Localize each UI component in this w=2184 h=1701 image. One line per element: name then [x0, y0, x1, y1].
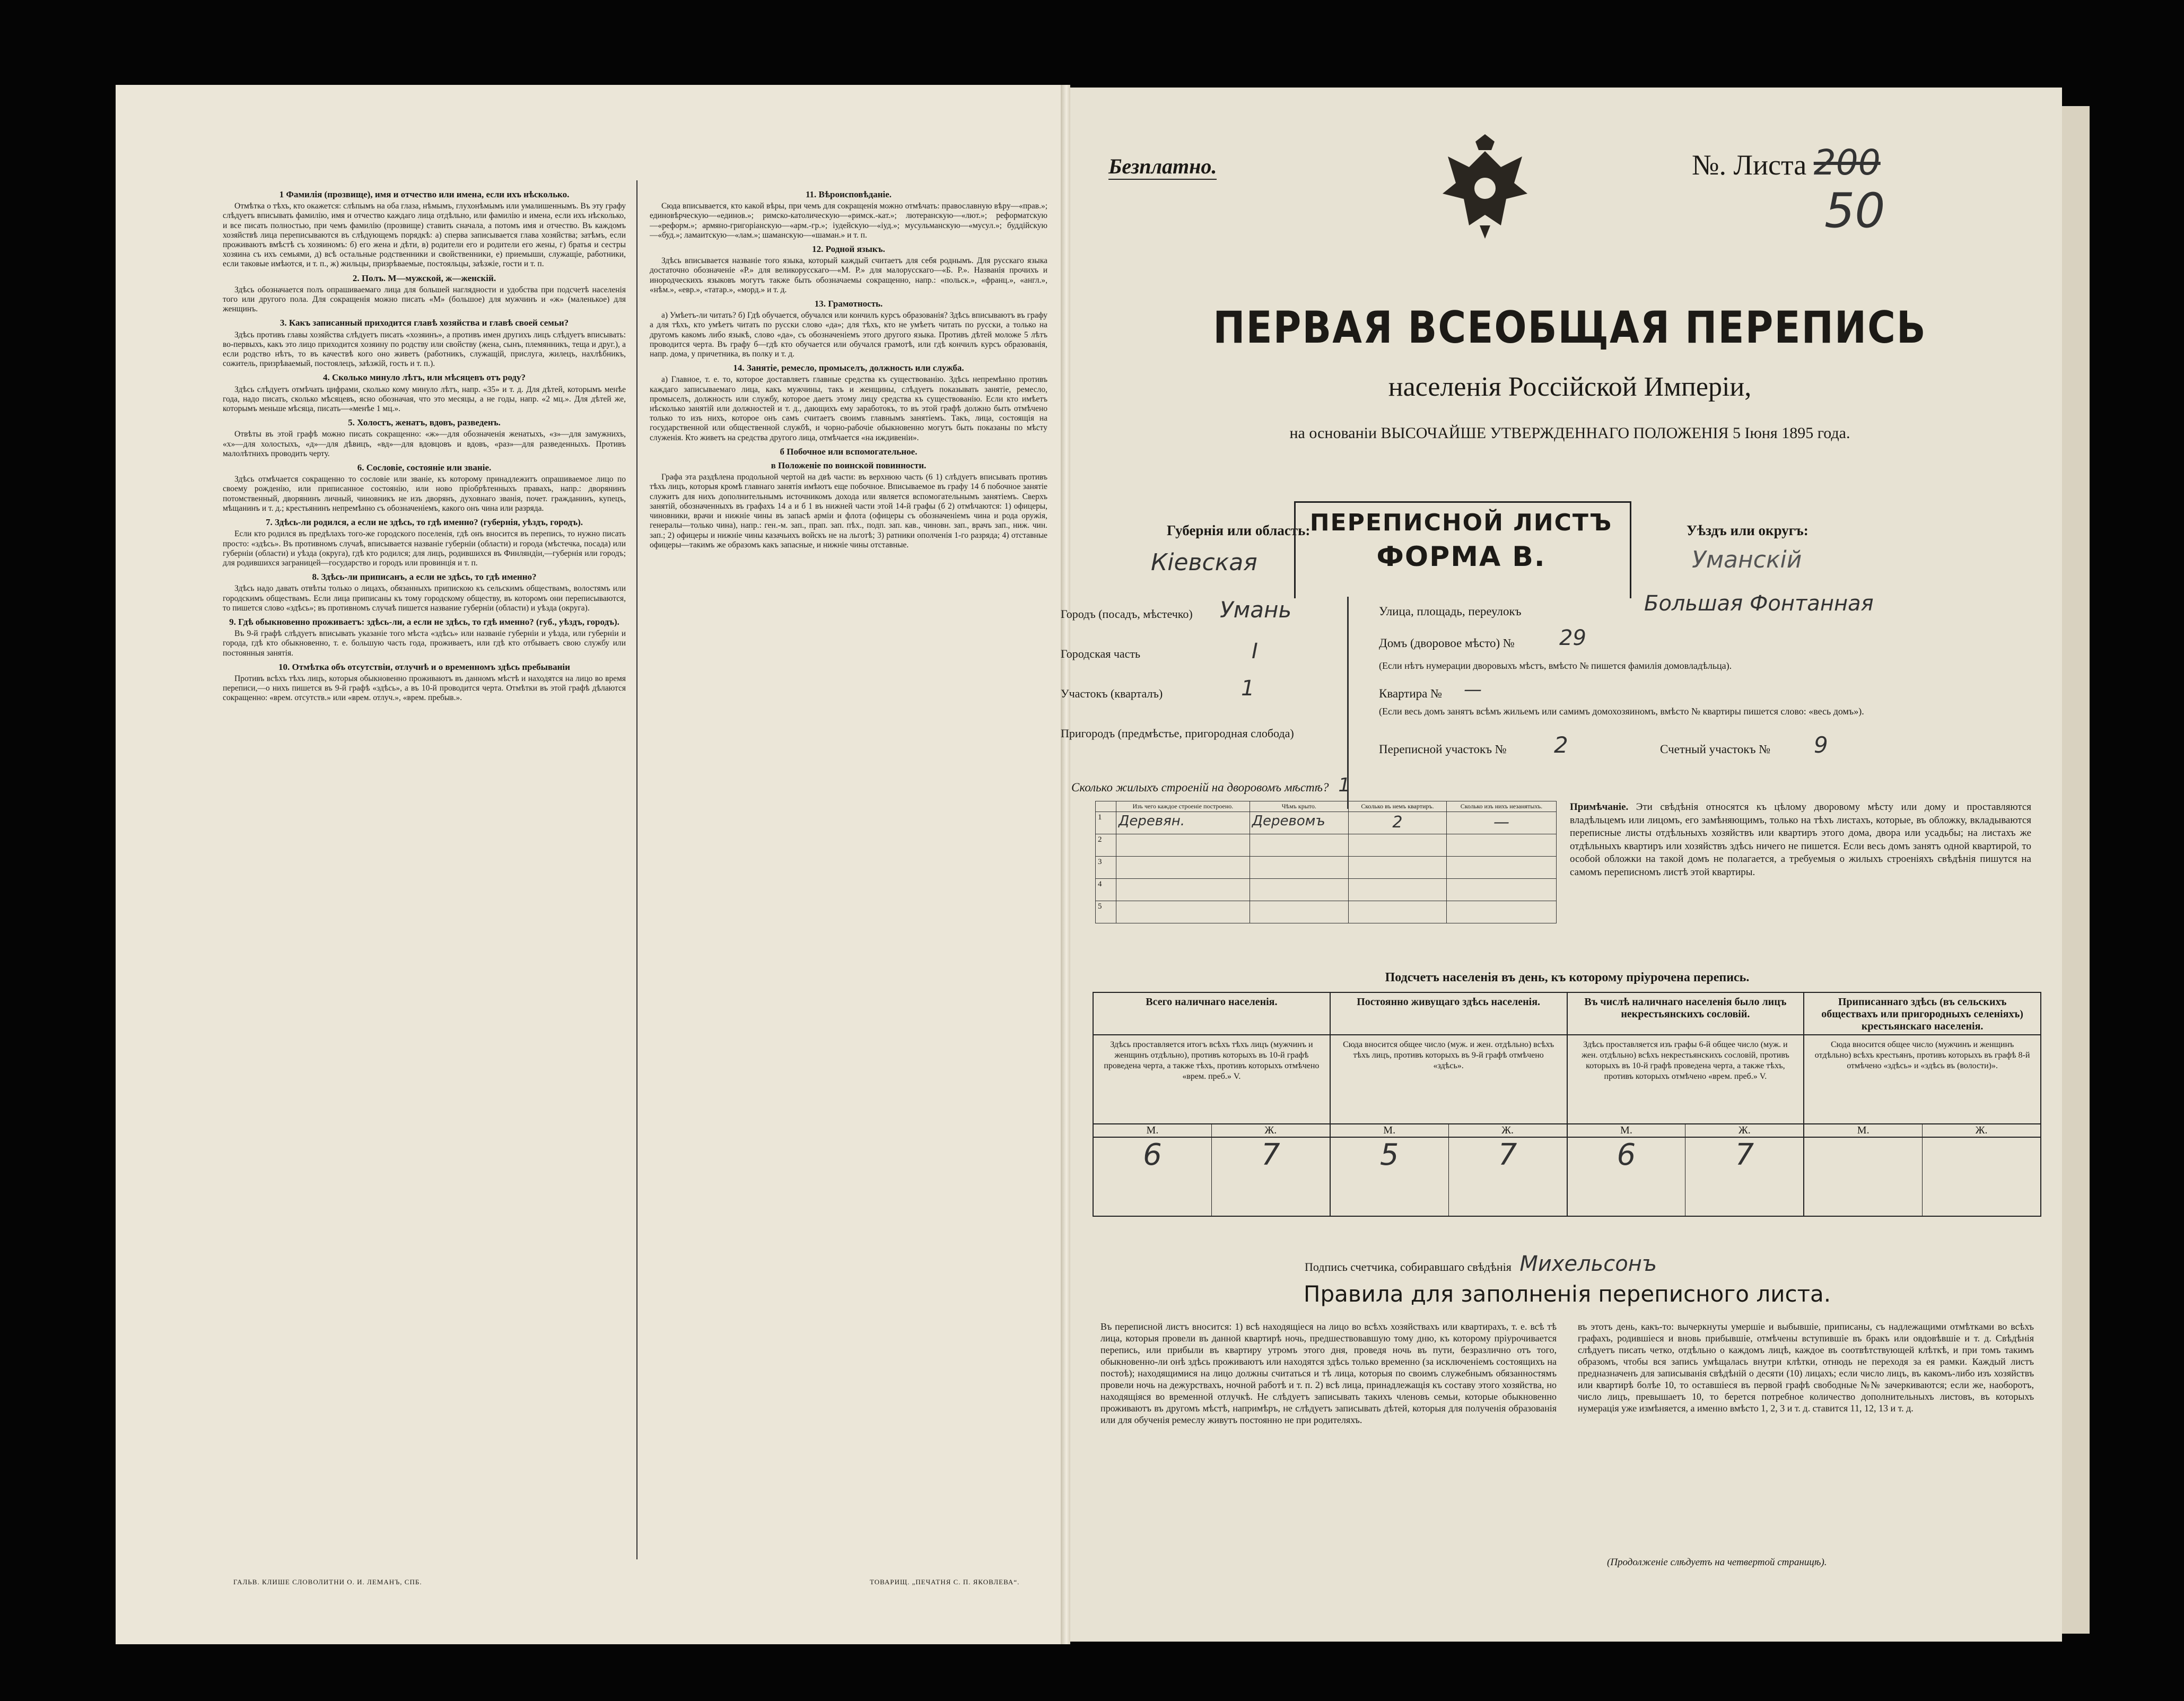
- signature-line: [1305, 1252, 1657, 1276]
- rules-column-2: въ этотъ день, какъ-то: вычеркнуты умершіе и выбывшіе, приписаны, съ надлежащими отмѣтками во всѣхъ графахъ, родившіеся и вновь прибывшіе, отмѣчены вступившіе въ бракъ или овдовѣвшіе и т. д. Свѣдѣнія слѣдуетъ писать четко, отдѣльно о каждомъ лицѣ, каждое въ соотвѣтствующей клѣткѣ, и при томъ такимъ образомъ, чтобы вся запись умѣщалась внутри клѣтки, отнюдь не переходя за ея рамки. Каждый листъ предназначенъ для записыванія свѣдѣній о десяти (10) лицахъ; если число лицъ, въ какомъ-либо изъ хозяйствъ или квартирѣ болѣе 10, то оставшіеся въ первой графѣ свободные №№ зачеркиваются; если же, наоборотъ, число лицъ, превышаетъ 10, то берется потребное количество дополнительныхъ листовъ, въ которыхъ нумерація уже измѣняется, а именно вмѣсто 1, 2, 3 и т. д. ставится 11, 12, 13 и т. д.: [1578, 1321, 2034, 1414]
- instruction-heading: 1 Фамилія (прозвище), имя и отчество или имена, если ихъ нѣсколько.: [279, 189, 570, 199]
- male-label: М.: [1331, 1124, 1449, 1137]
- instructions-column-2: [650, 186, 1047, 1554]
- row-number: 3: [1096, 857, 1116, 879]
- page-fold: [1061, 85, 1070, 1644]
- count-column-text: Сюда вносится общее число (мужчинъ и женщинъ отдѣльно) всѣхъ крестьянъ, противъ которыхъ въ графѣ 8-й отмѣчено «здѣсь» и «здѣсь въ (волости)».: [1814, 1040, 2030, 1070]
- male-count: 6: [1094, 1138, 1212, 1216]
- left-footer-printer: ГАЛЬВ. КЛИШЕ СЛОВОЛИТНИ О. И. ЛЕМАНЪ, СПБ.: [233, 1578, 422, 1586]
- uezd-field: [1687, 522, 1809, 539]
- buildings-header-apartments: Сколько въ немъ квартиръ.: [1348, 801, 1446, 812]
- rules-continued-note: (Продолженіе слѣдуетъ на четвертой страницѣ).: [1607, 1557, 1827, 1568]
- counting-district-label: Счетный участокъ №: [1660, 743, 1771, 756]
- female-label: Ж.: [1501, 1124, 1514, 1136]
- instruction-text: Здѣсь обозначается полъ опрашиваемаго лица для большей наглядности и удобства при подсчетѣ населенія того или другого пола. Для сокращенія можно писать «М» (большое) для мужчинъ и «ж» (маленькое) для женщинъ.: [223, 285, 626, 314]
- buildings-header-roof: Чѣмъ крыто.: [1250, 801, 1348, 812]
- province-value: Кіевская: [1151, 549, 1257, 576]
- male-label: М.: [1568, 1124, 1686, 1137]
- free-label-text: Безплатно.: [1108, 154, 1217, 178]
- row-number: 5: [1096, 901, 1116, 923]
- signature-label: Подпись счетчика, собиравшаго свѣдѣнія: [1305, 1260, 1512, 1273]
- count-column: [1331, 993, 1568, 1216]
- apartment-label: Квартира №: [1379, 687, 1443, 700]
- table-row: [1096, 834, 1557, 857]
- instruction-text: Графа эта раздѣлена продольной чертой на двѣ части: въ верхнюю часть (6 1) слѣдуетъ вписывать противъ тѣхъ лицъ, которыя кромѣ главнаго занятія имѣютъ еще побочное. Вписываемое въ графу 14 б побочное занятіе служитъ для нихъ дополнительнымъ источникомъ дохода или является вспомогательнымъ занятіемъ. Сверхъ занятій, обозначенныхъ въ графахъ 14 а и б 1 въ нижней части этой 14-й графы (б 2) отмѣчаются: 1) офицеры, чиновники, врачи и нижніе чины въ запасѣ арміи и флота (офицеры съ обозначеніемъ чина и рода оружія, генералы—только чина), напр.: ген.-м. зап., прап. зап. пѣх., подп. зап. кав., чиновн. зап., врачъ зап., ниж. чин. зап.; 2) офицеры и нижніе чины казачьихъ войскъ не на льготѣ; 3) ратники ополченія 1-го разряда; 4) отставные офицеры—такимъ же образомъ какъ запасные, и нижніе чины отставные.: [650, 473, 1047, 549]
- province-field: [1167, 522, 1310, 539]
- district-label: Участокъ (кварталъ): [1061, 687, 1163, 700]
- female-count: 7: [1498, 1138, 1517, 1172]
- instruction-text: Если кто родился въ предѣлахъ того-же городского поселенія, гдѣ онъ вносится въ перепись, то нужно писать просто: «здѣсь». Въ противномъ случаѣ, вписывается названіе губерніи (области) и города (мѣстечка, посада) или губерніи (области) и уѣзда (округа), гдѣ кто родился; для лицъ, родившихся въ Финляндіи,—губернія или городъ; для родившихся заграницей—государство и городъ или провинція и т. п.: [223, 529, 626, 568]
- population-count-title: Подсчетъ населенія въ день, къ которому пріурочена перепись.: [1385, 971, 1750, 984]
- coat-of-arms: [1432, 130, 1538, 244]
- female-label: Ж.: [1264, 1124, 1277, 1136]
- row-number: 2: [1096, 834, 1116, 857]
- count-column-head: Приписаннаго здѣсь (въ сельскихъ обществахъ или пригородныхъ селеніяхъ) крестьянскаго населенія.: [1804, 993, 2040, 1035]
- form-subtitle: ФОРМА В.: [1376, 541, 1546, 573]
- instruction-text: Здѣсь отмѣчается сокращенно то сословіе или званіе, къ которому принадлежитъ опрашиваемое лицо по своему рожденію, или приписанное состоянію, или ново пріобрѣтенныхъ правахъ, напр.: дворянинъ потомственный, дворянинъ личный, чиновникъ не изъ дворянъ, духовнаго званія, почет. гражданинъ, купецъ, мѣщанинъ и т. д.; крестьянинъ непремѣнно съ обозначеніемъ, какого онъ чина или разряда.: [223, 475, 626, 513]
- form-title: ПЕРЕПИСНОЙ ЛИСТЪ: [1309, 509, 1613, 536]
- street-value: Большая Фонтанная: [1644, 591, 1874, 616]
- count-column-head: Всего наличнаго населенія.: [1094, 993, 1330, 1035]
- buildings-note: [1570, 801, 2031, 879]
- buildings-header-vacant: Сколько изъ нихъ незанятыхъ.: [1447, 801, 1557, 812]
- city-part-label: Городская часть: [1061, 647, 1141, 660]
- instruction-heading: 5. Холостъ, женатъ, вдовъ, разведенъ.: [348, 417, 501, 428]
- count-column: [1568, 993, 1805, 1216]
- count-column: [1094, 993, 1331, 1216]
- instruction-text: Здѣсь вписывается названіе того языка, который каждый считаетъ для себя роднымъ. Для русскаго языка достаточно обозначеніе «Р.» для великорусскаго—«М. Р.» для малорусскаго—«Б. Р.». Названія прочихъ и инородческихъ языковъ могутъ также быть обозначаемы сокращенно, напр.: «польск.», «франц.», «англ.», «нѣм.», «евр.», «татар.», «морд.» и т. д.: [650, 256, 1047, 294]
- house-label: Домъ (дворовое мѣсто) №: [1379, 636, 1515, 650]
- column-divider: [636, 180, 637, 1559]
- instruction-heading: 2. Полъ. М—мужской, ж—женскій.: [352, 273, 496, 283]
- instruction-heading: в Положеніе по воинской повинности.: [771, 460, 927, 471]
- instruction-heading: 13. Грамотность.: [814, 299, 883, 309]
- instruction-text: Здѣсь противъ главы хозяйства слѣдуетъ писать «хозяинъ», а противъ имен другихъ лицъ слѣдуетъ вписывать: во-первыхъ, какъ это лицо приходится хозяину по родству или свойству (жена, сынъ, племянникъ, теща и друг.), а если родство нѣтъ, то въ качествѣ кого оно живетъ (работникъ, служащій, прислуга, жилецъ, нахлѣбникъ, сожитель, призрѣваемый, постоялецъ, заѣзжій, гость и т. п.).: [223, 330, 626, 369]
- row-material: Деревян.: [1116, 812, 1250, 834]
- uezd-label: Уѣздъ или округъ:: [1687, 522, 1809, 538]
- suburb-label: Пригородъ (предмѣстье, пригородная слобода): [1061, 727, 1294, 740]
- buildings-answer: 1: [1338, 774, 1351, 796]
- census-district-value: 2: [1554, 732, 1568, 758]
- male-count: 6: [1568, 1138, 1686, 1216]
- counting-district-value: 9: [1814, 732, 1828, 758]
- instruction-text: Сюда вписывается, кто какой вѣры, при чемъ для сокращенія можно отмѣчать: православную вѣру—«прав.»; единовѣрческую—«единов.»; римско-католическую—«римск.-кат.»; лютеранскую—«лют.»; реформатскую—«реформ.»; армяно-григоріанскую—«арм.-гр.»; іудейскую—«іуд.»; мусульманскую—«мусул.»; буддійскую—«буд.»; ламаитскую—«лам.»; шаманскую—«шаман.» и т. п.: [650, 202, 1047, 240]
- row-apartments: 2: [1348, 812, 1446, 834]
- row-number: 1: [1096, 812, 1116, 834]
- instruction-text: Здѣсь слѣдуетъ отмѣчать цифрами, сколько кому минуло лѣтъ, напр. «35» и т. д. Для дѣтей, которымъ менѣе года, надо писать, сколько мѣсяцевъ, ясно обозначая, что это месяцы, а не годы, напр. «2 мц.». Для дѣтей же, которымъ меньше мѣсяца, писать—«менѣе 1 мц.».: [223, 385, 626, 414]
- district-value: 1: [1241, 676, 1255, 701]
- sheet-number: [1692, 142, 1881, 183]
- apartment-value: —: [1464, 679, 1482, 700]
- note-text: Эти свѣдѣнія относятся къ цѣлому дворовому мѣсту или дому и проставляются владѣльцемъ или лицомъ, его замѣняющимъ, только на тѣхъ листахъ, которые, въ обложку, вкладываются переписные листы отдѣльныхъ хозяйствъ или квартиръ этого дома, двора или усадьбы; на листахъ же отдѣльныхъ квартиръ или хозяйствъ здѣсь ничего не пишется. Если весь домъ занятъ одной квартирой, то особой обложки на такой домъ не полагается, а требуемыя о жилыхъ строеніяхъ свѣдѣнія пишутся на самомъ переписномъ листѣ этой квартиры.: [1570, 801, 2031, 878]
- signature-value: Михельсонъ: [1519, 1252, 1657, 1276]
- note-title: Примѣчаніе.: [1570, 801, 1629, 813]
- census-basis: на основаніи ВЫСОЧАЙШЕ УТВЕРЖДЕННАГО ПОЛОЖЕНІЯ 5 Іюня 1895 года.: [1289, 424, 1850, 442]
- table-row: [1096, 879, 1557, 901]
- male-label: М.: [1094, 1124, 1212, 1137]
- city-value: Умань: [1220, 597, 1292, 623]
- buildings-question: [1071, 774, 1350, 796]
- female-count: 7: [1735, 1138, 1754, 1172]
- instruction-heading: 9. Гдѣ обыкновенно проживаетъ: здѣсь-ли, а если не здѣсь, то гдѣ именно? (губ., уѣздъ, городъ).: [229, 616, 619, 627]
- table-row: [1096, 812, 1557, 834]
- census-subtitle: населенія Россійской Имперіи,: [1388, 372, 1752, 402]
- male-count: [1804, 1138, 1923, 1216]
- buildings-table: [1095, 801, 1557, 923]
- row-number: 4: [1096, 879, 1116, 901]
- instruction-text: а) Умѣетъ-ли читать? б) Гдѣ обучается, обучался или кончилъ курсъ образованія? Здѣсь вписываютъ въ графу а для тѣхъ, кто умѣетъ читать по русски слово «да»; для тѣхъ, кто не умѣетъ читать по русски, а только на другомъ какомъ либо языкѣ, слово «да», съ обозначеніемъ этого другого языка. Противъ дѣтей моложе 5 лѣтъ проводится черта. Въ графу б—гдѣ кто обучается или обучался грамотѣ, или гдѣ кончилъ курсъ образованія, напр. дома, у причетника, въ полку и т. д.: [650, 311, 1047, 359]
- instruction-text: Отвѣты въ этой графѣ можно писать сокращенно: «ж»—для обозначенія женатыхъ, «з»—для замужнихъ, «х»—для холостыхъ, «д»—для дѣвицъ, «вд»—для вдовцовъ и вдовъ, «раз»—для разведенныхъ. Противъ малолѣтнихъ проводить черту.: [223, 430, 626, 458]
- count-column-text: Здѣсь проставляется итогъ всѣхъ тѣхъ лицъ (мужчинъ и женщинъ отдѣльно), противъ которыхъ въ 10-й графѣ проведена черта, а также тѣхъ, противъ которыхъ отмѣчено «врем. преб.» V.: [1104, 1040, 1320, 1081]
- table-row: [1096, 901, 1557, 923]
- male-label: М.: [1804, 1124, 1923, 1137]
- row-roof: Деревомъ: [1250, 812, 1348, 834]
- instructions-column-1: [223, 186, 626, 1490]
- sheet-number-label: №. Листа: [1692, 149, 1807, 181]
- instruction-heading: 4. Сколько минуло лѣтъ, или мѣсяцевъ отъ роду?: [322, 372, 526, 383]
- instruction-heading: 10. Отмѣтка объ отсутствіи, отлучнѣ и о временномъ здѣсь пребываніи: [278, 661, 570, 672]
- buildings-question-text: Сколько жилыхъ строеній на дворовомъ мѣстѣ?: [1071, 781, 1329, 794]
- row-vacant: —: [1447, 812, 1557, 834]
- province-label: Губернія или область:: [1167, 522, 1311, 538]
- sheet-number-handwritten: 200: [1813, 142, 1881, 183]
- instruction-text: Здѣсь надо давать отвѣты только о лицахъ, обязанныхъ припискою къ сельскимъ обществамъ, волостямъ или городскимъ обществамъ. Если лица приписаны къ тому городскому обществу, въ которомъ они переписываются, то пишется слово «здѣсь»; въ противномъ случаѣ пишется название губерніи (области) и уѣзда (округа).: [223, 584, 626, 613]
- count-column: [1804, 993, 2040, 1216]
- instruction-heading: 12. Родной языкъ.: [812, 244, 885, 255]
- sheet-number-handwritten-2: 50: [1824, 183, 1885, 239]
- free-label: [1108, 154, 1217, 180]
- street-label: Улица, площадь, переулокъ: [1379, 605, 1522, 618]
- count-column-head: Въ числѣ наличнаго населенія было лицъ некрестьянскихъ сословій.: [1568, 993, 1804, 1035]
- count-column-text: Сюда вносится общее число (муж. и жен. отдѣльно) всѣхъ тѣхъ лицъ, противъ которыхъ въ 9-й графѣ отмѣчено «здѣсь».: [1343, 1040, 1554, 1070]
- instruction-heading: 7. Здѣсь-ли родился, а если не здѣсь, то гдѣ именно? (губернія, уѣздъ, городъ).: [266, 517, 583, 528]
- instruction-text: Въ 9-й графѣ слѣдуетъ вписывать указаніе того мѣста «здѣсь» или названіе губерніи и уѣзда, или губерніи и города, гдѣ кто обыкновенно, т. е. большую часть года, проживаетъ, или гдѣ кто отбываетъ свою службу или постоянныя занятія.: [223, 629, 626, 658]
- apartment-note: (Если весь домъ занятъ всѣмъ жильемъ или самимъ домохозяиномъ, вмѣсто № квартиры пишется слово: «весь домъ»).: [1379, 706, 1864, 717]
- count-column-head: Постоянно живущаго здѣсь населенія.: [1331, 993, 1567, 1035]
- instruction-heading: б Побочное или вспомогательное.: [780, 446, 918, 457]
- city-label: Городъ (посадъ, мѣстечко): [1061, 607, 1193, 621]
- instruction-heading: 3. Какъ записанный приходится главѣ хозяйства и главѣ своей семьи?: [279, 318, 569, 328]
- rules-column-1: Въ переписной листъ вносится: 1) всѣ находящіеся на лицо во всѣхъ хозяйствахъ или квартирахъ, т. е. всѣ тѣ лица, которыя провели въ данной квартирѣ ночь, предшествовавшую тому дню, къ которому пріурочивается перепись, или прибыли въ квартиру утромъ этого дня, проведя ночь въ пути, безразлично отъ того, обыкновенно-ли онѣ здѣсь проживаютъ или находятся здѣсь только временно (за исключеніемъ состоящихъ на постоѣ); находящимися на лицо должны считаться и тѣ лица, которыя по своимъ служебнымъ обязанностямъ провели ночь на дежурствахъ, ночной работѣ и т. п. 2) всѣ лица, принадлежащія къ составу этого хозяйства, но находящіяся во временной отлучкѣ. Не слѣдуетъ записывать такихъ членовъ семьи, которые обыкновенно проживаютъ въ другомъ мѣстѣ, напримѣръ, не слѣдуетъ записывать дѣтей, которыя для полученія образованія или для обученія ремеслу живутъ постоянно не при родителяхъ.: [1100, 1321, 1557, 1425]
- female-label: Ж.: [1975, 1124, 1988, 1136]
- uezd-value: Уманскій: [1692, 546, 1802, 573]
- city-part-value: I: [1252, 639, 1258, 664]
- female-count: 7: [1261, 1138, 1280, 1172]
- left-footer-printer-2: ТОВАРИЩ. „ПЕЧАТНЯ С. П. ЯКОВЛЕВА“.: [870, 1578, 1020, 1586]
- instruction-text: Противъ всѣхъ тѣхъ лицъ, которыя обыкновенно проживаютъ въ данномъ мѣстѣ и находятся на лицо во время переписи,—о нихъ пишется въ 9-й графѣ «здѣсь», а въ 10-й проводится черта. Отмѣтки въ этой графѣ дѣлаются сокращенно: «врем. отсутств.» или «врем. отлуч.», «врем. пребыв.».: [223, 674, 626, 703]
- instruction-text: Отмѣтка о тѣхъ, кто окажется: слѣпымъ на оба глаза, нѣмымъ, глухонѣмымъ или умалишеннымъ. Въ эту графу слѣдуетъ вписывать фамилію, имя и отчество каждаго лица отдѣльно, или фамилію и имена, если ихъ нѣсколько, и все писать полностью, при чемъ фамилію (прозвище) ставить сначала, а потомъ имя и отчество. Въ каждомъ хозяйствѣ лица переписываются въ слѣдующемъ порядкѣ: а) сперва записывается глава хозяйства; затѣмъ, если проживаютъ вмѣстѣ съ хозяиномъ: б) его жена и дѣти, в) родители его и родители его жены, г) братья и сестры хозяина съ ихъ семьями, д) всѣ остальные родственники и свойственники, е) приемыши, служащіе, работники, если таковые имѣются, и т. п., ж) жильцы, призрѣваемые, постояльцы, заѣзжіе, гости и т. п.: [223, 202, 626, 269]
- census-district-label: Переписной участокъ №: [1379, 743, 1507, 756]
- count-column-text: Здѣсь проставляется изъ графы 6-й общее число (муж. и жен. отдѣльно) всѣхъ некрестьянскихъ сословій, противъ которыхъ въ 10-й графѣ проведена черта, а также тѣхъ, противъ которыхъ отмѣчено «врем. преб.» V.: [1581, 1040, 1789, 1081]
- male-count: 5: [1331, 1138, 1449, 1216]
- instruction-heading: 8. Здѣсь-ли приписанъ, а если не здѣсь, то гдѣ именно?: [312, 572, 537, 582]
- house-value: 29: [1559, 626, 1586, 650]
- census-title: ПЕРВАЯ ВСЕОБЩАЯ ПЕРЕПИСЬ: [1213, 301, 1927, 353]
- instruction-text: а) Главное, т. е. то, которое доставляетъ главные средства къ существованію. Здѣсь непремѣнно противъ каждаго записываемаго лица, какъ мужчины, такъ и женщины, слѣдуетъ показывать занятіе, ремесло, промыселъ, должность или службу, которое даетъ этому лицу средства къ существованію. Если кто имѣетъ нѣсколько занятій или должностей и т. д., дающихъ ему заработокъ, то въ этой графѣ должно быть отмѣчено только то изъ нихъ, которое онъ самъ считаетъ своимъ главнымъ занятіемъ. Такъ, лица, состоящія на государственной или общественной службѣ, и чорно-рабочіе обыкновенно могутъ быть показаны по мѣсту служенія. Кто живетъ на средства другого лица, отмѣчается «на иждивеніи».: [650, 375, 1047, 442]
- female-label: Ж.: [1738, 1124, 1751, 1136]
- instruction-heading: 6. Сословіе, состояніе или званіе.: [357, 463, 492, 473]
- table-row: [1096, 857, 1557, 879]
- instruction-heading: 11. Вѣроисповѣданіе.: [805, 189, 892, 199]
- house-note: (Если нѣтъ нумерации дворовыхъ мѣстъ, вмѣсто № пишется фамилія домовладѣльца).: [1379, 660, 1732, 671]
- population-count-grid: [1093, 992, 2041, 1217]
- buildings-header-material: Изъ чего каждое строеніе построено.: [1116, 801, 1250, 812]
- female-count: [1923, 1138, 2040, 1216]
- rules-title: Правила для заполненія переписного листа.: [1303, 1281, 1831, 1307]
- instruction-heading: 14. Занятіе, ремесло, промыселъ, должность или служба.: [733, 363, 964, 373]
